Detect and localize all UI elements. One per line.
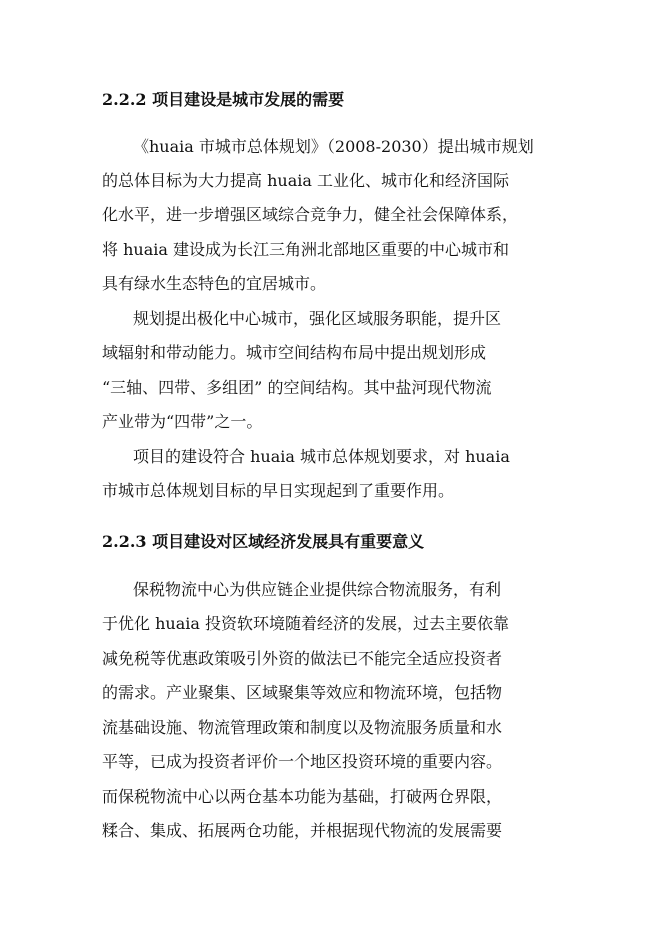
paragraph-line: 平等，已成为投资者评价一个地区投资环境的重要内容。 (102, 752, 503, 771)
section-heading-2-2-2: 2.2.2 项目建设是城市发展的需要 (102, 90, 345, 109)
paragraph-line: 域辐射和带动能力。城市空间结构布局中提出规划形成 (102, 343, 487, 362)
paragraph-line: 具有绿水生态特色的宜居城市。 (102, 274, 327, 293)
paragraph-line: 糅合、集成、拓展两仓功能，并根据现代物流的发展需要 (102, 821, 503, 840)
paragraph-line: 市城市总体规划目标的早日实现起到了重要作用。 (102, 481, 455, 500)
paragraph-line: 项目的建设符合 huaia 城市总体规划要求，对 huaia (133, 447, 510, 466)
paragraph-line: 于优化 huaia 投资软环境随着经济的发展，过去主要依靠 (102, 614, 509, 633)
paragraph-line: 《huaia 市城市总体规划》（2008-2030）提出城市规划 (133, 137, 534, 156)
paragraph-line: 产业带为“四带”之一。 (102, 412, 263, 431)
paragraph-line: 保税物流中心为供应链企业提供综合物流服务，有利 (133, 580, 502, 599)
section-heading-2-2-3: 2.2.3 项目建设对区域经济发展具有重要意义 (102, 532, 425, 551)
paragraph-line: 化水平，进一步增强区域综合竞争力，健全社会保障体系， (102, 205, 519, 224)
paragraph-line: 流基础设施、物流管理政策和制度以及物流服务质量和水 (102, 718, 503, 737)
paragraph-line: 规划提出极化中心城市，强化区域服务职能，提升区 (133, 309, 502, 328)
paragraph-line: 的需求。产业聚集、区域聚集等效应和物流环境，包括物 (102, 683, 503, 702)
paragraph-line: “三轴、四带、多组团” 的空间结构。其中盐河现代物流 (102, 378, 492, 397)
paragraph-line: 而保税物流中心以两仓基本功能为基础，打破两仓界限， (102, 787, 503, 806)
paragraph-line: 的总体目标为大力提高 huaia 工业化、城市化和经济国际 (102, 171, 509, 190)
paragraph-line: 将 huaia 建设成为长江三角洲北部地区重要的中心城市和 (102, 240, 509, 259)
paragraph-line: 减免税等优惠政策吸引外资的做法已不能完全适应投资者 (102, 649, 503, 668)
